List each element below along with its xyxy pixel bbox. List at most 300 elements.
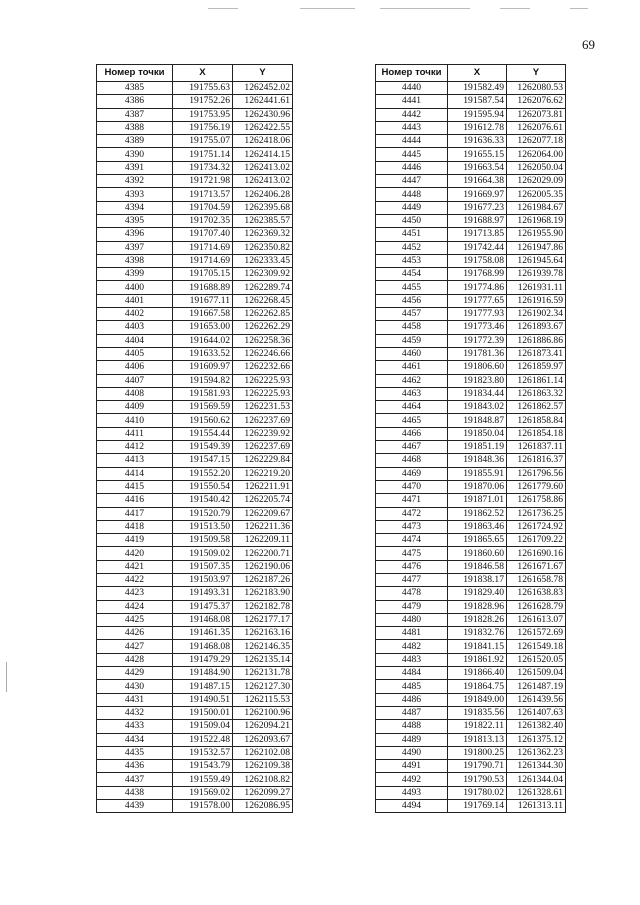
table-row xyxy=(376,680,566,693)
y-coordinate-cell: 1261861.14 xyxy=(507,374,566,387)
point-number-cell: 4456 xyxy=(376,294,448,307)
x-coordinate-cell: 191800.25 xyxy=(448,746,507,759)
x-coordinate-cell: 191755.07 xyxy=(173,135,233,148)
y-coordinate-cell: 1262452.02 xyxy=(233,82,293,95)
table-row xyxy=(376,547,566,560)
y-coordinate-cell: 1262219.20 xyxy=(233,467,293,480)
y-coordinate-cell: 1262127.30 xyxy=(233,680,293,693)
x-coordinate-cell: 191490.51 xyxy=(173,693,233,706)
table-row xyxy=(97,294,293,307)
page-number: 69 xyxy=(582,37,595,52)
x-coordinate-cell: 191612.78 xyxy=(448,121,507,134)
y-coordinate-cell: 1262163.16 xyxy=(233,627,293,640)
x-coordinate-cell: 191509.04 xyxy=(173,720,233,733)
table-row xyxy=(376,135,566,148)
y-coordinate-cell: 1261658.78 xyxy=(507,573,566,586)
table-row xyxy=(376,427,566,440)
table-row xyxy=(97,254,293,267)
point-number-cell: 4468 xyxy=(376,454,448,467)
y-coordinate-cell: 1262190.06 xyxy=(233,560,293,573)
point-number-cell: 4445 xyxy=(376,148,448,161)
table-row xyxy=(376,387,566,400)
table-row xyxy=(97,188,293,201)
x-coordinate-cell: 191870.06 xyxy=(448,480,507,493)
table-row xyxy=(97,214,293,227)
point-number-cell: 4446 xyxy=(376,161,448,174)
y-coordinate-cell: 1262333.45 xyxy=(233,254,293,267)
table-row xyxy=(97,640,293,653)
point-number-cell: 4399 xyxy=(97,268,173,281)
table-row xyxy=(376,667,566,680)
table-row xyxy=(376,228,566,241)
y-coordinate-cell: 1262413.02 xyxy=(233,175,293,188)
y-coordinate-cell: 1261796.56 xyxy=(507,467,566,480)
x-coordinate-cell: 191781.36 xyxy=(448,347,507,360)
point-number-cell: 4440 xyxy=(376,82,448,95)
table-row xyxy=(97,161,293,174)
x-coordinate-cell: 191688.97 xyxy=(448,214,507,227)
coordinates-table-right xyxy=(375,64,566,813)
y-coordinate-cell: 1261709.22 xyxy=(507,534,566,547)
point-number-header: Номер точки xyxy=(97,65,173,82)
x-coordinate-cell: 191851.19 xyxy=(448,441,507,454)
y-coordinate-cell: 1261572.69 xyxy=(507,627,566,640)
x-coordinate-cell: 191848.36 xyxy=(448,454,507,467)
y-coordinate-cell: 1262146.35 xyxy=(233,640,293,653)
y-coordinate-cell: 1262262.85 xyxy=(233,308,293,321)
table-row xyxy=(97,321,293,334)
table-row xyxy=(97,361,293,374)
y-coordinate-cell: 1261375.12 xyxy=(507,733,566,746)
table-row xyxy=(376,720,566,733)
table-row xyxy=(376,640,566,653)
point-number-cell: 4435 xyxy=(97,746,173,759)
y-coordinate-cell: 1262209.67 xyxy=(233,507,293,520)
point-number-cell: 4484 xyxy=(376,667,448,680)
table-row xyxy=(376,281,566,294)
table-row xyxy=(376,294,566,307)
y-coordinate-cell: 1261613.07 xyxy=(507,613,566,626)
x-coordinate-cell: 191569.59 xyxy=(173,401,233,414)
x-coordinate-cell: 191475.37 xyxy=(173,600,233,613)
point-number-cell: 4434 xyxy=(97,733,173,746)
y-coordinate-cell: 1261520.05 xyxy=(507,653,566,666)
y-coordinate-cell: 1261549.18 xyxy=(507,640,566,653)
point-number-cell: 4417 xyxy=(97,507,173,520)
y-coordinate-cell: 1262209.11 xyxy=(233,534,293,547)
x-coordinate-cell: 191677.11 xyxy=(173,294,233,307)
table-row xyxy=(376,414,566,427)
table-row xyxy=(376,800,566,813)
y-coordinate-cell: 1262262.29 xyxy=(233,321,293,334)
table-row xyxy=(97,653,293,666)
table-row xyxy=(97,693,293,706)
x-coordinate-cell: 191468.08 xyxy=(173,613,233,626)
point-number-cell: 4489 xyxy=(376,733,448,746)
y-coordinate-cell: 1262406.28 xyxy=(233,188,293,201)
point-number-cell: 4409 xyxy=(97,401,173,414)
x-coordinate-cell: 191653.00 xyxy=(173,321,233,334)
point-number-cell: 4424 xyxy=(97,600,173,613)
y-coordinate-cell: 1262131.78 xyxy=(233,667,293,680)
x-coordinate-cell: 191704.59 xyxy=(173,201,233,214)
point-number-cell: 4425 xyxy=(97,613,173,626)
table-row xyxy=(376,268,566,281)
point-number-cell: 4418 xyxy=(97,520,173,533)
y-coordinate-cell: 1262430.96 xyxy=(233,108,293,121)
table-row xyxy=(97,95,293,108)
y-coordinate-cell: 1262093.67 xyxy=(233,733,293,746)
x-coordinate-cell: 191532.57 xyxy=(173,746,233,759)
x-coordinate-cell: 191734.32 xyxy=(173,161,233,174)
x-coordinate-cell: 191864.75 xyxy=(448,680,507,693)
table-row xyxy=(97,733,293,746)
point-number-cell: 4406 xyxy=(97,361,173,374)
y-coordinate-cell: 1261638.83 xyxy=(507,587,566,600)
table-row xyxy=(376,254,566,267)
y-coordinate-cell: 1261439.56 xyxy=(507,693,566,706)
table-row xyxy=(376,600,566,613)
x-coordinate-cell: 191509.58 xyxy=(173,534,233,547)
table-row xyxy=(376,148,566,161)
y-coordinate-cell: 1262211.91 xyxy=(233,480,293,493)
table-row xyxy=(376,573,566,586)
y-coordinate-cell: 1261862.57 xyxy=(507,401,566,414)
y-coordinate-cell: 1262229.84 xyxy=(233,454,293,467)
table-row xyxy=(376,401,566,414)
table-row xyxy=(97,507,293,520)
x-coordinate-cell: 191863.46 xyxy=(448,520,507,533)
point-number-cell: 4429 xyxy=(97,667,173,680)
y-coordinate-cell: 1261968.19 xyxy=(507,214,566,227)
x-coordinate-cell: 191594.82 xyxy=(173,374,233,387)
table-row xyxy=(97,720,293,733)
x-coordinate-cell: 191758.08 xyxy=(448,254,507,267)
point-number-cell: 4427 xyxy=(97,640,173,653)
point-number-cell: 4467 xyxy=(376,441,448,454)
y-coordinate-cell: 1261690.16 xyxy=(507,547,566,560)
x-coordinate-cell: 191479.29 xyxy=(173,653,233,666)
x-coordinate-cell: 191841.15 xyxy=(448,640,507,653)
x-coordinate-cell: 191769.14 xyxy=(448,800,507,813)
x-coordinate-cell: 191871.01 xyxy=(448,494,507,507)
point-number-cell: 4459 xyxy=(376,334,448,347)
y-coordinate-cell: 1261313.11 xyxy=(507,800,566,813)
y-coordinate-cell: 1261893.67 xyxy=(507,321,566,334)
y-coordinate-cell: 1262183.90 xyxy=(233,587,293,600)
table-row xyxy=(97,454,293,467)
point-number-cell: 4480 xyxy=(376,613,448,626)
point-number-cell: 4385 xyxy=(97,82,173,95)
table-row xyxy=(376,760,566,773)
x-coordinate-cell: 191559.49 xyxy=(173,773,233,786)
table-row xyxy=(97,680,293,693)
table-header-row xyxy=(376,65,566,82)
table-row xyxy=(376,653,566,666)
table-row xyxy=(376,480,566,493)
point-number-cell: 4449 xyxy=(376,201,448,214)
x-coordinate-cell: 191753.95 xyxy=(173,108,233,121)
y-coordinate-cell: 1261873.41 xyxy=(507,347,566,360)
y-coordinate-cell: 1262418.06 xyxy=(233,135,293,148)
y-coordinate-cell: 1262232.66 xyxy=(233,361,293,374)
point-number-cell: 4392 xyxy=(97,175,173,188)
table-row xyxy=(97,414,293,427)
x-coordinate-cell: 191866.40 xyxy=(448,667,507,680)
point-number-cell: 4432 xyxy=(97,706,173,719)
table-row xyxy=(97,547,293,560)
x-coordinate-cell: 191461.35 xyxy=(173,627,233,640)
point-number-cell: 4390 xyxy=(97,148,173,161)
x-coordinate-cell: 191569.02 xyxy=(173,786,233,799)
y-coordinate-cell: 1262064.00 xyxy=(507,148,566,161)
x-coordinate-cell: 191540.42 xyxy=(173,494,233,507)
table-row xyxy=(376,188,566,201)
table-row xyxy=(376,613,566,626)
x-coordinate-cell: 191777.65 xyxy=(448,294,507,307)
point-number-cell: 4471 xyxy=(376,494,448,507)
table-row xyxy=(97,800,293,813)
x-coordinate-cell: 191560.62 xyxy=(173,414,233,427)
table-row xyxy=(376,321,566,334)
table-row xyxy=(376,507,566,520)
x-coordinate-cell: 191855.91 xyxy=(448,467,507,480)
y-coordinate-cell: 1262309.92 xyxy=(233,268,293,281)
table-row xyxy=(376,161,566,174)
y-coordinate-cell: 1261328.61 xyxy=(507,786,566,799)
point-number-cell: 4487 xyxy=(376,706,448,719)
y-coordinate-cell: 1261854.18 xyxy=(507,427,566,440)
y-coordinate-cell: 1262109.38 xyxy=(233,760,293,773)
point-number-cell: 4393 xyxy=(97,188,173,201)
point-number-cell: 4474 xyxy=(376,534,448,547)
x-coordinate-cell: 191664.38 xyxy=(448,175,507,188)
point-number-cell: 4457 xyxy=(376,308,448,321)
y-coordinate-cell: 1262182.78 xyxy=(233,600,293,613)
y-coordinate-cell: 1261837.11 xyxy=(507,441,566,454)
table-row xyxy=(97,706,293,719)
y-coordinate-cell: 1262395.68 xyxy=(233,201,293,214)
x-coordinate-cell: 191520.79 xyxy=(173,507,233,520)
y-coordinate-cell: 1261858.84 xyxy=(507,414,566,427)
y-coordinate-cell: 1262225.93 xyxy=(233,387,293,400)
table-row xyxy=(97,786,293,799)
point-number-cell: 4455 xyxy=(376,281,448,294)
x-coordinate-cell: 191493.31 xyxy=(173,587,233,600)
x-coordinate-cell: 191774.86 xyxy=(448,281,507,294)
x-coordinate-cell: 191636.33 xyxy=(448,135,507,148)
table-row xyxy=(376,308,566,321)
point-number-cell: 4431 xyxy=(97,693,173,706)
y-coordinate-cell: 1261344.04 xyxy=(507,773,566,786)
point-number-cell: 4473 xyxy=(376,520,448,533)
x-coordinate-cell: 191865.65 xyxy=(448,534,507,547)
y-coordinate-cell: 1262231.53 xyxy=(233,401,293,414)
y-coordinate-cell: 1261382.40 xyxy=(507,720,566,733)
point-number-cell: 4426 xyxy=(97,627,173,640)
x-coordinate-cell: 191550.54 xyxy=(173,480,233,493)
y-coordinate-cell: 1261724.92 xyxy=(507,520,566,533)
table-row xyxy=(376,520,566,533)
point-number-cell: 4404 xyxy=(97,334,173,347)
point-number-cell: 4388 xyxy=(97,121,173,134)
x-coordinate-cell: 191806.60 xyxy=(448,361,507,374)
x-coordinate-cell: 191484.90 xyxy=(173,667,233,680)
x-coordinate-cell: 191755.63 xyxy=(173,82,233,95)
y-coordinate-cell: 1262289.74 xyxy=(233,281,293,294)
table-row xyxy=(97,268,293,281)
x-coordinate-cell: 191772.39 xyxy=(448,334,507,347)
point-number-cell: 4453 xyxy=(376,254,448,267)
point-number-cell: 4448 xyxy=(376,188,448,201)
x-coordinate-cell: 191832.76 xyxy=(448,627,507,640)
point-number-cell: 4451 xyxy=(376,228,448,241)
table-row xyxy=(97,334,293,347)
y-coordinate-cell: 1262413.02 xyxy=(233,161,293,174)
y-coordinate-cell: 1262073.81 xyxy=(507,108,566,121)
table-row xyxy=(97,534,293,547)
y-coordinate-cell: 1262225.93 xyxy=(233,374,293,387)
x-coordinate-cell: 191850.04 xyxy=(448,427,507,440)
table-row xyxy=(376,374,566,387)
x-coordinate-cell: 191773.46 xyxy=(448,321,507,334)
table-row xyxy=(97,773,293,786)
x-coordinate-cell: 191790.53 xyxy=(448,773,507,786)
table-row xyxy=(97,760,293,773)
point-number-cell: 4395 xyxy=(97,214,173,227)
y-coordinate-cell: 1261487.19 xyxy=(507,680,566,693)
y-coordinate-cell: 1262258.36 xyxy=(233,334,293,347)
x-coordinate-cell: 191714.69 xyxy=(173,254,233,267)
y-coordinate-cell: 1262076.62 xyxy=(507,95,566,108)
table-row xyxy=(376,108,566,121)
y-coordinate-cell: 1261886.86 xyxy=(507,334,566,347)
x-header: X xyxy=(173,65,233,82)
point-number-cell: 4391 xyxy=(97,161,173,174)
x-coordinate-cell: 191780.02 xyxy=(448,786,507,799)
x-coordinate-cell: 191707.40 xyxy=(173,228,233,241)
point-number-cell: 4439 xyxy=(97,800,173,813)
point-number-cell: 4410 xyxy=(97,414,173,427)
point-number-cell: 4452 xyxy=(376,241,448,254)
x-coordinate-cell: 191751.14 xyxy=(173,148,233,161)
point-number-cell: 4397 xyxy=(97,241,173,254)
y-coordinate-cell: 1262422.55 xyxy=(233,121,293,134)
table-row xyxy=(376,746,566,759)
x-coordinate-cell: 191790.71 xyxy=(448,760,507,773)
point-number-cell: 4402 xyxy=(97,308,173,321)
table-row xyxy=(376,454,566,467)
x-coordinate-cell: 191721.98 xyxy=(173,175,233,188)
point-number-cell: 4483 xyxy=(376,653,448,666)
point-number-cell: 4466 xyxy=(376,427,448,440)
x-coordinate-cell: 191468.08 xyxy=(173,640,233,653)
table-row xyxy=(97,201,293,214)
table-row xyxy=(97,746,293,759)
point-number-cell: 4414 xyxy=(97,467,173,480)
y-coordinate-cell: 1261916.59 xyxy=(507,294,566,307)
point-number-cell: 4476 xyxy=(376,560,448,573)
left-scan-mark xyxy=(6,662,7,692)
table-row xyxy=(376,95,566,108)
x-coordinate-cell: 191582.49 xyxy=(448,82,507,95)
x-coordinate-cell: 191581.93 xyxy=(173,387,233,400)
y-coordinate-cell: 1262050.04 xyxy=(507,161,566,174)
point-number-cell: 4400 xyxy=(97,281,173,294)
y-coordinate-cell: 1262369.32 xyxy=(233,228,293,241)
y-coordinate-cell: 1261939.78 xyxy=(507,268,566,281)
point-number-cell: 4482 xyxy=(376,640,448,653)
point-number-cell: 4420 xyxy=(97,547,173,560)
point-number-cell: 4438 xyxy=(97,786,173,799)
x-coordinate-cell: 191742.44 xyxy=(448,241,507,254)
table-row xyxy=(376,627,566,640)
x-coordinate-cell: 191828.96 xyxy=(448,600,507,613)
table-body-left xyxy=(97,82,293,813)
table-row xyxy=(97,520,293,533)
point-number-cell: 4447 xyxy=(376,175,448,188)
x-coordinate-cell: 191549.39 xyxy=(173,441,233,454)
x-coordinate-cell: 191822.11 xyxy=(448,720,507,733)
table-row xyxy=(376,786,566,799)
x-coordinate-cell: 191848.87 xyxy=(448,414,507,427)
table-row xyxy=(97,587,293,600)
table-row xyxy=(97,467,293,480)
table-row xyxy=(97,241,293,254)
table-row xyxy=(376,534,566,547)
table-row xyxy=(376,201,566,214)
y-coordinate-cell: 1262094.21 xyxy=(233,720,293,733)
y-coordinate-cell: 1261947.86 xyxy=(507,241,566,254)
table-row xyxy=(97,175,293,188)
point-number-cell: 4411 xyxy=(97,427,173,440)
point-number-cell: 4494 xyxy=(376,800,448,813)
y-coordinate-cell: 1262086.95 xyxy=(233,800,293,813)
point-number-cell: 4469 xyxy=(376,467,448,480)
y-coordinate-cell: 1261859.97 xyxy=(507,361,566,374)
table-row xyxy=(376,693,566,706)
x-coordinate-cell: 191503.97 xyxy=(173,573,233,586)
y-coordinate-cell: 1261945.64 xyxy=(507,254,566,267)
table-row xyxy=(376,467,566,480)
y-coordinate-cell: 1262350.82 xyxy=(233,241,293,254)
table-row xyxy=(97,600,293,613)
x-coordinate-cell: 191487.15 xyxy=(173,680,233,693)
point-number-cell: 4405 xyxy=(97,347,173,360)
point-number-cell: 4462 xyxy=(376,374,448,387)
y-coordinate-cell: 1262205.74 xyxy=(233,494,293,507)
x-coordinate-cell: 191813.13 xyxy=(448,733,507,746)
point-number-cell: 4470 xyxy=(376,480,448,493)
table-row xyxy=(97,560,293,573)
x-coordinate-cell: 191849.00 xyxy=(448,693,507,706)
point-number-cell: 4490 xyxy=(376,746,448,759)
table-row xyxy=(376,347,566,360)
y-coordinate-cell: 1261758.86 xyxy=(507,494,566,507)
table-row xyxy=(97,374,293,387)
x-coordinate-cell: 191522.48 xyxy=(173,733,233,746)
point-number-cell: 4433 xyxy=(97,720,173,733)
y-coordinate-cell: 1262115.53 xyxy=(233,693,293,706)
x-header: X xyxy=(448,65,507,82)
y-coordinate-cell: 1262385.57 xyxy=(233,214,293,227)
table-row xyxy=(97,441,293,454)
coordinates-table-left xyxy=(96,64,293,813)
table-row xyxy=(97,228,293,241)
point-number-cell: 4493 xyxy=(376,786,448,799)
point-number-cell: 4416 xyxy=(97,494,173,507)
y-coordinate-cell: 1261407.63 xyxy=(507,706,566,719)
